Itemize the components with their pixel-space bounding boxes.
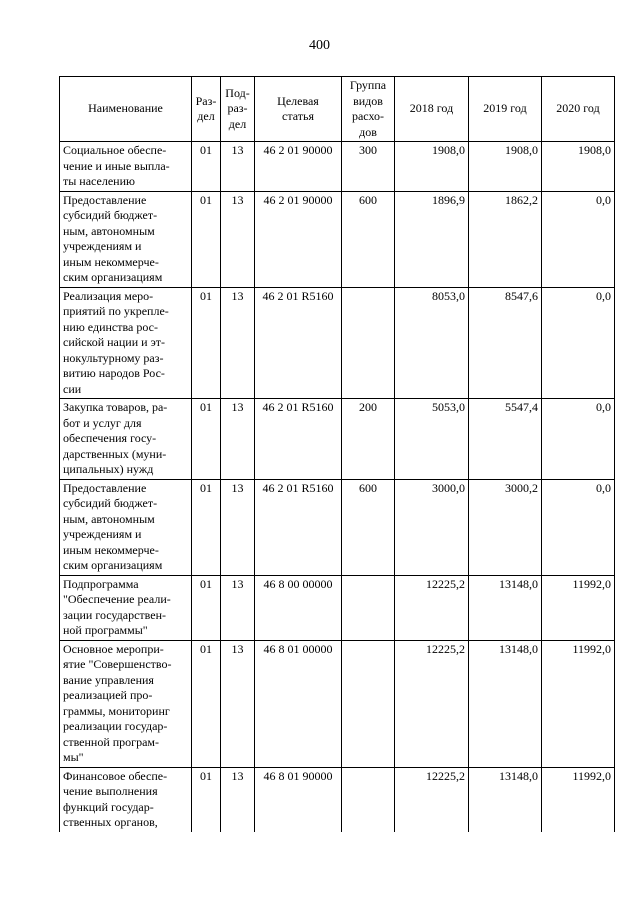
cell-group xyxy=(342,767,395,832)
cell-2018: 12225,2 xyxy=(395,767,469,832)
cell-subsection: 13 xyxy=(221,767,255,832)
cell-2018: 5053,0 xyxy=(395,399,469,480)
cell-2018: 1896,9 xyxy=(395,191,469,287)
table-row xyxy=(60,767,615,832)
cell-target: 46 2 01 90000 xyxy=(255,142,342,192)
cell-target: 46 2 01 R5160 xyxy=(255,479,342,575)
cell-2020: 11992,0 xyxy=(542,767,615,832)
cell-subsection: 13 xyxy=(221,191,255,287)
cell-name: Закупка товаров, ра- бот и услуг для обеспечения госу- дарственных (муни- ципальных) нужд xyxy=(60,399,192,480)
header-target: Целевая статья xyxy=(255,77,342,142)
cell-2020: 0,0 xyxy=(542,399,615,480)
header-section: Раз- дел xyxy=(192,77,221,142)
cell-target: 46 2 01 R5160 xyxy=(255,399,342,480)
cell-section: 01 xyxy=(192,575,221,640)
cell-2020: 1908,0 xyxy=(542,142,615,192)
cell-2020: 11992,0 xyxy=(542,640,615,767)
table-row xyxy=(60,640,615,767)
header-2020: 2020 год xyxy=(542,77,615,142)
header-row xyxy=(60,77,615,142)
cell-subsection: 13 xyxy=(221,287,255,399)
cell-group: 200 xyxy=(342,399,395,480)
cell-subsection: 13 xyxy=(221,399,255,480)
header-name: Наименование xyxy=(60,77,192,142)
cell-name: Социальное обеспе- чение и иные выпла- ты населению xyxy=(60,142,192,192)
cell-group xyxy=(342,575,395,640)
table-body xyxy=(60,142,615,832)
cell-2020: 0,0 xyxy=(542,479,615,575)
cell-target: 46 8 00 00000 xyxy=(255,575,342,640)
cell-section: 01 xyxy=(192,479,221,575)
cell-2018: 12225,2 xyxy=(395,640,469,767)
cell-2020: 11992,0 xyxy=(542,575,615,640)
cell-2018: 1908,0 xyxy=(395,142,469,192)
cell-group: 600 xyxy=(342,191,395,287)
cell-name: Реализация меро- приятий по укрепле- нию единства рос- сийской нации и эт- нокультурному раз- витию народов Рос- сии xyxy=(60,287,192,399)
cell-2019: 1908,0 xyxy=(469,142,542,192)
header-group: Группа видов расхо- дов xyxy=(342,77,395,142)
cell-group: 600 xyxy=(342,479,395,575)
cell-group xyxy=(342,640,395,767)
cell-2019: 1862,2 xyxy=(469,191,542,287)
table-row xyxy=(60,575,615,640)
cell-2019: 3000,2 xyxy=(469,479,542,575)
page-number: 400 xyxy=(309,38,330,53)
cell-subsection: 13 xyxy=(221,640,255,767)
cell-subsection: 13 xyxy=(221,142,255,192)
budget-table xyxy=(59,76,615,832)
cell-2020: 0,0 xyxy=(542,191,615,287)
cell-2019: 13148,0 xyxy=(469,575,542,640)
table-row xyxy=(60,479,615,575)
cell-2020: 0,0 xyxy=(542,287,615,399)
cell-name: Основное меропри- ятие "Совершенство- вание управления реализацией про- граммы, мониторинг реализации государ- ственной програм- мы" xyxy=(60,640,192,767)
table-row xyxy=(60,142,615,192)
cell-2019: 5547,4 xyxy=(469,399,542,480)
table-row xyxy=(60,191,615,287)
cell-target: 46 2 01 R5160 xyxy=(255,287,342,399)
cell-2018: 3000,0 xyxy=(395,479,469,575)
cell-section: 01 xyxy=(192,767,221,832)
cell-subsection: 13 xyxy=(221,575,255,640)
cell-target: 46 8 01 00000 xyxy=(255,640,342,767)
header-subsection: Под- раз- дел xyxy=(221,77,255,142)
cell-2018: 12225,2 xyxy=(395,575,469,640)
cell-subsection: 13 xyxy=(221,479,255,575)
cell-name: Предоставление субсидий бюджет- ным, автономным учреждениям и иным некоммерче- ским организациям xyxy=(60,479,192,575)
cell-name: Предоставление субсидий бюджет- ным, автономным учреждениям и иным некоммерче- ским организациям xyxy=(60,191,192,287)
cell-2019: 13148,0 xyxy=(469,767,542,832)
table-row xyxy=(60,399,615,480)
cell-section: 01 xyxy=(192,399,221,480)
cell-section: 01 xyxy=(192,191,221,287)
cell-target: 46 2 01 90000 xyxy=(255,191,342,287)
header-2019: 2019 год xyxy=(469,77,542,142)
cell-group xyxy=(342,287,395,399)
cell-2019: 13148,0 xyxy=(469,640,542,767)
cell-section: 01 xyxy=(192,287,221,399)
cell-name: Подпрограмма "Обеспечение реали- зации государствен- ной программы" xyxy=(60,575,192,640)
cell-2018: 8053,0 xyxy=(395,287,469,399)
cell-name: Финансовое обеспе- чение выполнения функций государ- ственных органов, xyxy=(60,767,192,832)
table-row xyxy=(60,287,615,399)
header-2018: 2018 год xyxy=(395,77,469,142)
cell-2019: 8547,6 xyxy=(469,287,542,399)
cell-target: 46 8 01 90000 xyxy=(255,767,342,832)
cell-group: 300 xyxy=(342,142,395,192)
cell-section: 01 xyxy=(192,142,221,192)
cell-section: 01 xyxy=(192,640,221,767)
